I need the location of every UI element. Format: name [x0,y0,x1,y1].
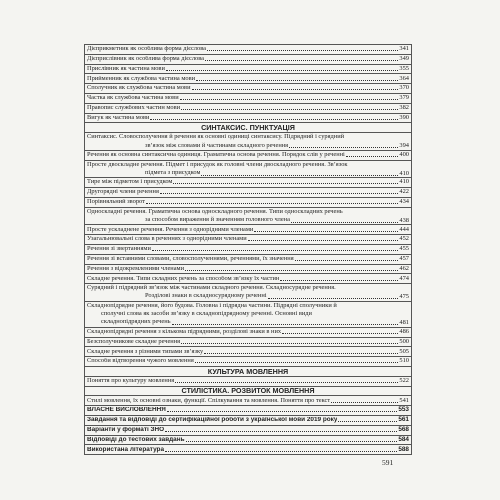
toc-entry-page: 370 [399,84,409,92]
toc-entry-page: 452 [399,235,409,243]
toc-entry-title: Варіанти у форматі ЗНО [87,426,165,433]
toc-entry-page: 553 [398,406,409,414]
toc-entry-cell [85,133,412,151]
toc-entry-line [87,329,409,335]
toc-entry-line [87,378,409,384]
toc-entry-page: 505 [399,347,409,355]
toc-entry-line [87,85,409,91]
dot-leader [196,80,398,81]
toc-entry-cell [85,93,412,103]
toc-entry-last-line [87,142,409,150]
toc-entry-line [87,246,409,252]
toc-entry-cell [85,435,412,445]
dot-leader [346,156,399,157]
toc-entry-cell [85,425,412,435]
toc-entry-title: Просте двоскладне речення. Підмет і присудок як головні члени двоскладного речення. Зв’язок [87,160,348,168]
dot-leader [331,402,398,403]
toc-entry-cell [85,264,412,274]
toc-entry[interactable] [85,178,412,188]
toc-entry-line [87,447,409,453]
toc-entry-title: Стилі мовлення, їх основні ознаки, функції. Спілкування та мовлення. Поняття про текст [87,397,331,404]
toc-entry-title: Способи відтворення чужого мовлення [87,358,194,365]
toc-entry[interactable] [85,235,412,245]
dot-leader [180,99,399,100]
toc-entry[interactable] [85,133,412,151]
toc-entry[interactable] [85,396,412,406]
dot-leader [165,451,397,452]
toc-entry-title: Прийменник як службова частина мови [87,75,196,82]
section-heading: СТИЛІСТИКА. РОЗВИТОК МОВЛЕННЯ [85,386,412,396]
section-stylistics [85,386,412,396]
toc-entry-cell [85,54,412,64]
toc-entry-cell [85,396,412,406]
toc-entry-title: Використана література [87,446,165,453]
toc-entry-page: 510 [399,357,409,365]
toc-entry[interactable] [85,376,412,386]
toc-entry-title-line2: підмета з присудком [145,168,201,176]
toc-entry-line [87,339,409,345]
toc-entry[interactable] [85,225,412,235]
toc-entry-cell [85,357,412,367]
toc-entry-title: Узагальнювальні слова в реченнях з однорідними членами [87,236,247,243]
dot-leader [167,411,398,412]
toc-entry-page: 522 [399,376,409,384]
dot-leader [166,70,399,71]
toc-entry-page: 561 [398,416,409,424]
toc-entry-page: 455 [399,245,409,253]
toc-entry-page: 474 [399,274,409,282]
toc-entry-title: Безсполучникове складне речення [87,338,181,345]
toc-entry[interactable] [85,244,412,254]
toc-entry[interactable] [85,425,412,435]
toc-entry[interactable] [85,93,412,103]
toc-entry[interactable] [85,435,412,445]
toc-entry-title: Речення зі звертаннями [87,246,151,253]
toc-entry-cell [85,45,412,55]
toc-entry-title: Відповіді до тестових завдань [87,436,185,443]
toc-entry-cell [85,274,412,284]
dot-leader [181,109,398,110]
toc-entry-page: 390 [399,113,409,121]
toc-entry[interactable] [85,284,412,302]
dot-leader [280,280,398,281]
dot-leader [185,270,398,271]
toc-entry-title: Речення як основна синтаксична одиниця. Граматична основа речення. Порядок слів у реченні [87,152,345,159]
toc-entry[interactable] [85,357,412,367]
toc-entry-last-line [87,169,409,177]
table-of-contents [84,44,412,455]
toc-entry-title: ВЛАСНЕ ВИСЛОВЛЕННЯ [87,407,166,414]
dot-leader [254,231,398,232]
toc-entry-line [87,407,409,413]
toc-entry[interactable] [85,445,412,455]
toc-entry-page: 410 [399,178,409,186]
toc-entry-line [87,417,409,423]
toc-entry-cell [85,178,412,188]
toc-entry-cell [85,244,412,254]
dot-leader [165,431,397,432]
toc-entry-page: 379 [399,94,409,102]
toc-entry-line [87,236,409,242]
toc-entry-page: 422 [399,188,409,196]
toc-entry-page: 410 [399,169,409,177]
toc-entry-cell [85,337,412,347]
toc-entry[interactable] [85,150,412,160]
dot-leader [172,324,399,325]
toc-entry-title: Складнопідрядні речення з кількома підрядними, розділові знаки в них [87,328,282,335]
toc-entry-line [87,66,409,72]
toc-entry-page: 541 [399,396,409,404]
toc-entry-line [87,46,409,52]
toc-entry-title: Вигук як частина мови [87,114,150,121]
toc-entry[interactable] [85,406,412,416]
toc-entry-title: Речення зі вставними словами, словосполученнями, реченнями, їх значення [87,255,294,262]
dot-leader [204,353,398,354]
toc-entry-page: 462 [399,264,409,272]
dot-leader [338,421,397,422]
toc-entry-line [87,179,409,185]
toc-entry[interactable] [85,54,412,64]
toc-entry[interactable] [85,113,412,123]
dot-leader [268,298,399,299]
dot-leader [207,50,398,51]
dot-leader [295,260,399,261]
toc-entry-page: 588 [398,445,409,453]
section-culture [85,366,412,376]
toc-entry-title: Сполучник як службова частина мови [87,85,191,92]
toc-entry[interactable] [85,254,412,264]
toc-entry-cell [85,225,412,235]
toc-entry-page: 500 [399,337,409,345]
toc-entry-line [87,358,409,364]
toc-entry-last-line [87,318,409,326]
toc-entry-cell [85,284,412,302]
toc-entry-cell [85,64,412,74]
toc-entry-line [87,189,409,195]
dot-leader [152,250,399,251]
toc-entry-last-line [87,292,409,300]
toc-entry-title: Порівняльний зворот [87,199,145,206]
toc-entry-page: 444 [399,225,409,233]
toc-entry-page: 457 [399,254,409,262]
dot-leader [289,147,398,148]
toc-entry-cell [85,188,412,198]
toc-entry-title: Поняття про культуру мовлення [87,377,175,384]
toc-entry-cell [85,376,412,386]
toc-entry[interactable] [85,188,412,198]
toc-entry[interactable] [85,207,412,225]
toc-entry[interactable] [85,301,412,327]
toc-entry-cell [85,197,412,207]
dot-leader [186,441,398,442]
toc-entry-line [87,437,409,443]
toc-entry-line [87,427,409,433]
toc-entry-cell [85,103,412,113]
toc-entry-title: Складне речення з різними типами зв’язку [87,348,204,355]
toc-entry-cell [85,160,412,178]
toc-entry-page: 568 [398,425,409,433]
toc-entry-line [87,349,409,355]
toc-entry-cell [85,235,412,245]
toc-entry[interactable] [85,274,412,284]
section-heading: КУЛЬТУРА МОВЛЕННЯ [85,366,412,376]
toc-entry-page: 438 [399,216,409,224]
toc-entry-title: Тире між підметом і присудком [87,179,173,186]
toc-entry-line [87,115,409,121]
toc-entry[interactable] [85,64,412,74]
dot-leader [160,193,399,194]
toc-entry-page: 394 [399,142,409,150]
dot-leader [192,89,399,90]
toc-entry-page: 486 [399,327,409,335]
toc-entry-cell [85,445,412,455]
toc-entry-title: Дієприслівник як особлива форма дієслова [87,55,204,62]
toc-entry-title-line2: Розділові знаки в складносурядному реченні [145,292,267,300]
toc-entry-cell [85,301,412,327]
toc-entry-line [87,398,409,404]
toc-entry-title: Односкладні речення. Граматична основа односкладного речення. Типи односкладних речень [87,207,343,215]
toc-entry-page: 475 [399,293,409,301]
toc-entry-title: Складнопідрядне речення, його будова. Головна і підрядна частини. Підрядні сполучники й [87,301,337,309]
dot-leader [201,175,398,176]
toc-entry[interactable] [85,84,412,94]
toc-entry-title: Частка як службова частина мови [87,95,179,102]
toc-entry-page: 382 [399,103,409,111]
toc-entry-cell [85,207,412,225]
toc-entry-cell [85,415,412,425]
toc-entry[interactable] [85,103,412,113]
toc-entry-line [87,266,409,272]
toc-entry-last-line [87,216,409,224]
toc-entry[interactable] [85,264,412,274]
toc-entry-line [87,276,409,282]
toc-entry-title-line2: зв’язок між словами й частинами складного речення [145,141,289,149]
toc-entry-line [87,227,409,233]
toc-entry-title: Завдання та відповіді до сертифікаційної роботи з української мови 2019 року [87,417,338,424]
toc-entry-line [87,76,409,82]
toc-entry-cell [85,74,412,84]
toc-entry-title: Речення з відокремленими членами [87,265,185,272]
dot-leader [282,333,398,334]
toc-entry-cell [85,254,412,264]
toc-entry[interactable] [85,347,412,357]
toc-entry-page: 481 [399,319,409,327]
dot-leader [291,222,398,223]
toc-entry-page: 434 [399,198,409,206]
toc-entry-cell [85,84,412,94]
toc-entry[interactable] [85,74,412,84]
toc-entry-line [87,256,409,262]
dot-leader [150,119,398,120]
dot-leader [175,382,398,383]
toc-entry[interactable] [85,197,412,207]
toc-entry-title: Синтаксис. Словосполучення й речення як основні одиниці синтаксису. Підрядний і сурядний [87,133,345,141]
toc-entry[interactable] [85,327,412,337]
section-syntax [85,123,412,133]
toc-entry-cell [85,327,412,337]
toc-entry-cell [85,113,412,123]
toc-entry-title: Складне речення. Типи складних речень за способом зв’язку їх частин [87,275,280,282]
toc-entry-page: 584 [398,435,409,443]
toc-entry[interactable] [85,415,412,425]
toc-entry-cell [85,406,412,416]
dot-leader [173,183,398,184]
toc-entry-page: 400 [399,151,409,159]
toc-entry-title: Просте ускладнене речення. Речення з однорідними членами [87,226,254,233]
section-heading: СИНТАКСИС. ПУНКТУАЦІЯ [85,123,412,133]
toc-entry-title: Правопис службових частин мови [87,104,181,111]
toc-entry-title-line2: сполучні слова як засоби зв’язку в складнопідрядному реченні. Основні види [101,310,312,318]
toc-entry-page: 341 [399,45,409,53]
toc-entry-title: Сурядний і підрядний зв’язок між частинами складного речення. Складносурядне речення. [87,284,336,292]
toc-entry-title-line2: за способом вираження й значенням головного члена [145,216,290,223]
toc-entry-title: Прислівник як частина мови [87,65,165,72]
toc-entry-cell [85,150,412,160]
toc-entry-page: 364 [399,74,409,82]
page-number: 591 [382,458,394,467]
toc-entry-title-line3: складнопідрядних речень [101,318,171,326]
toc-entry-line [87,56,409,62]
toc-entry-title: Другорядні члени речення [87,189,159,196]
dot-leader [248,240,399,241]
toc-entry-title: Дієприкметник як особлива форма дієслова [87,46,206,53]
toc-entry[interactable] [85,337,412,347]
dot-leader [195,362,399,363]
toc-entry-page: 349 [399,54,409,62]
toc-entry-line [87,105,409,111]
dot-leader [146,203,398,204]
toc-entry-line [87,152,409,158]
toc-entry-page: 355 [399,64,409,72]
toc-entry[interactable] [85,45,412,55]
dot-leader [181,343,398,344]
toc-entry[interactable] [85,160,412,178]
toc-entry-line [87,95,409,101]
dot-leader [205,60,398,61]
toc-entry-line [87,199,409,205]
toc-entry-cell [85,347,412,357]
